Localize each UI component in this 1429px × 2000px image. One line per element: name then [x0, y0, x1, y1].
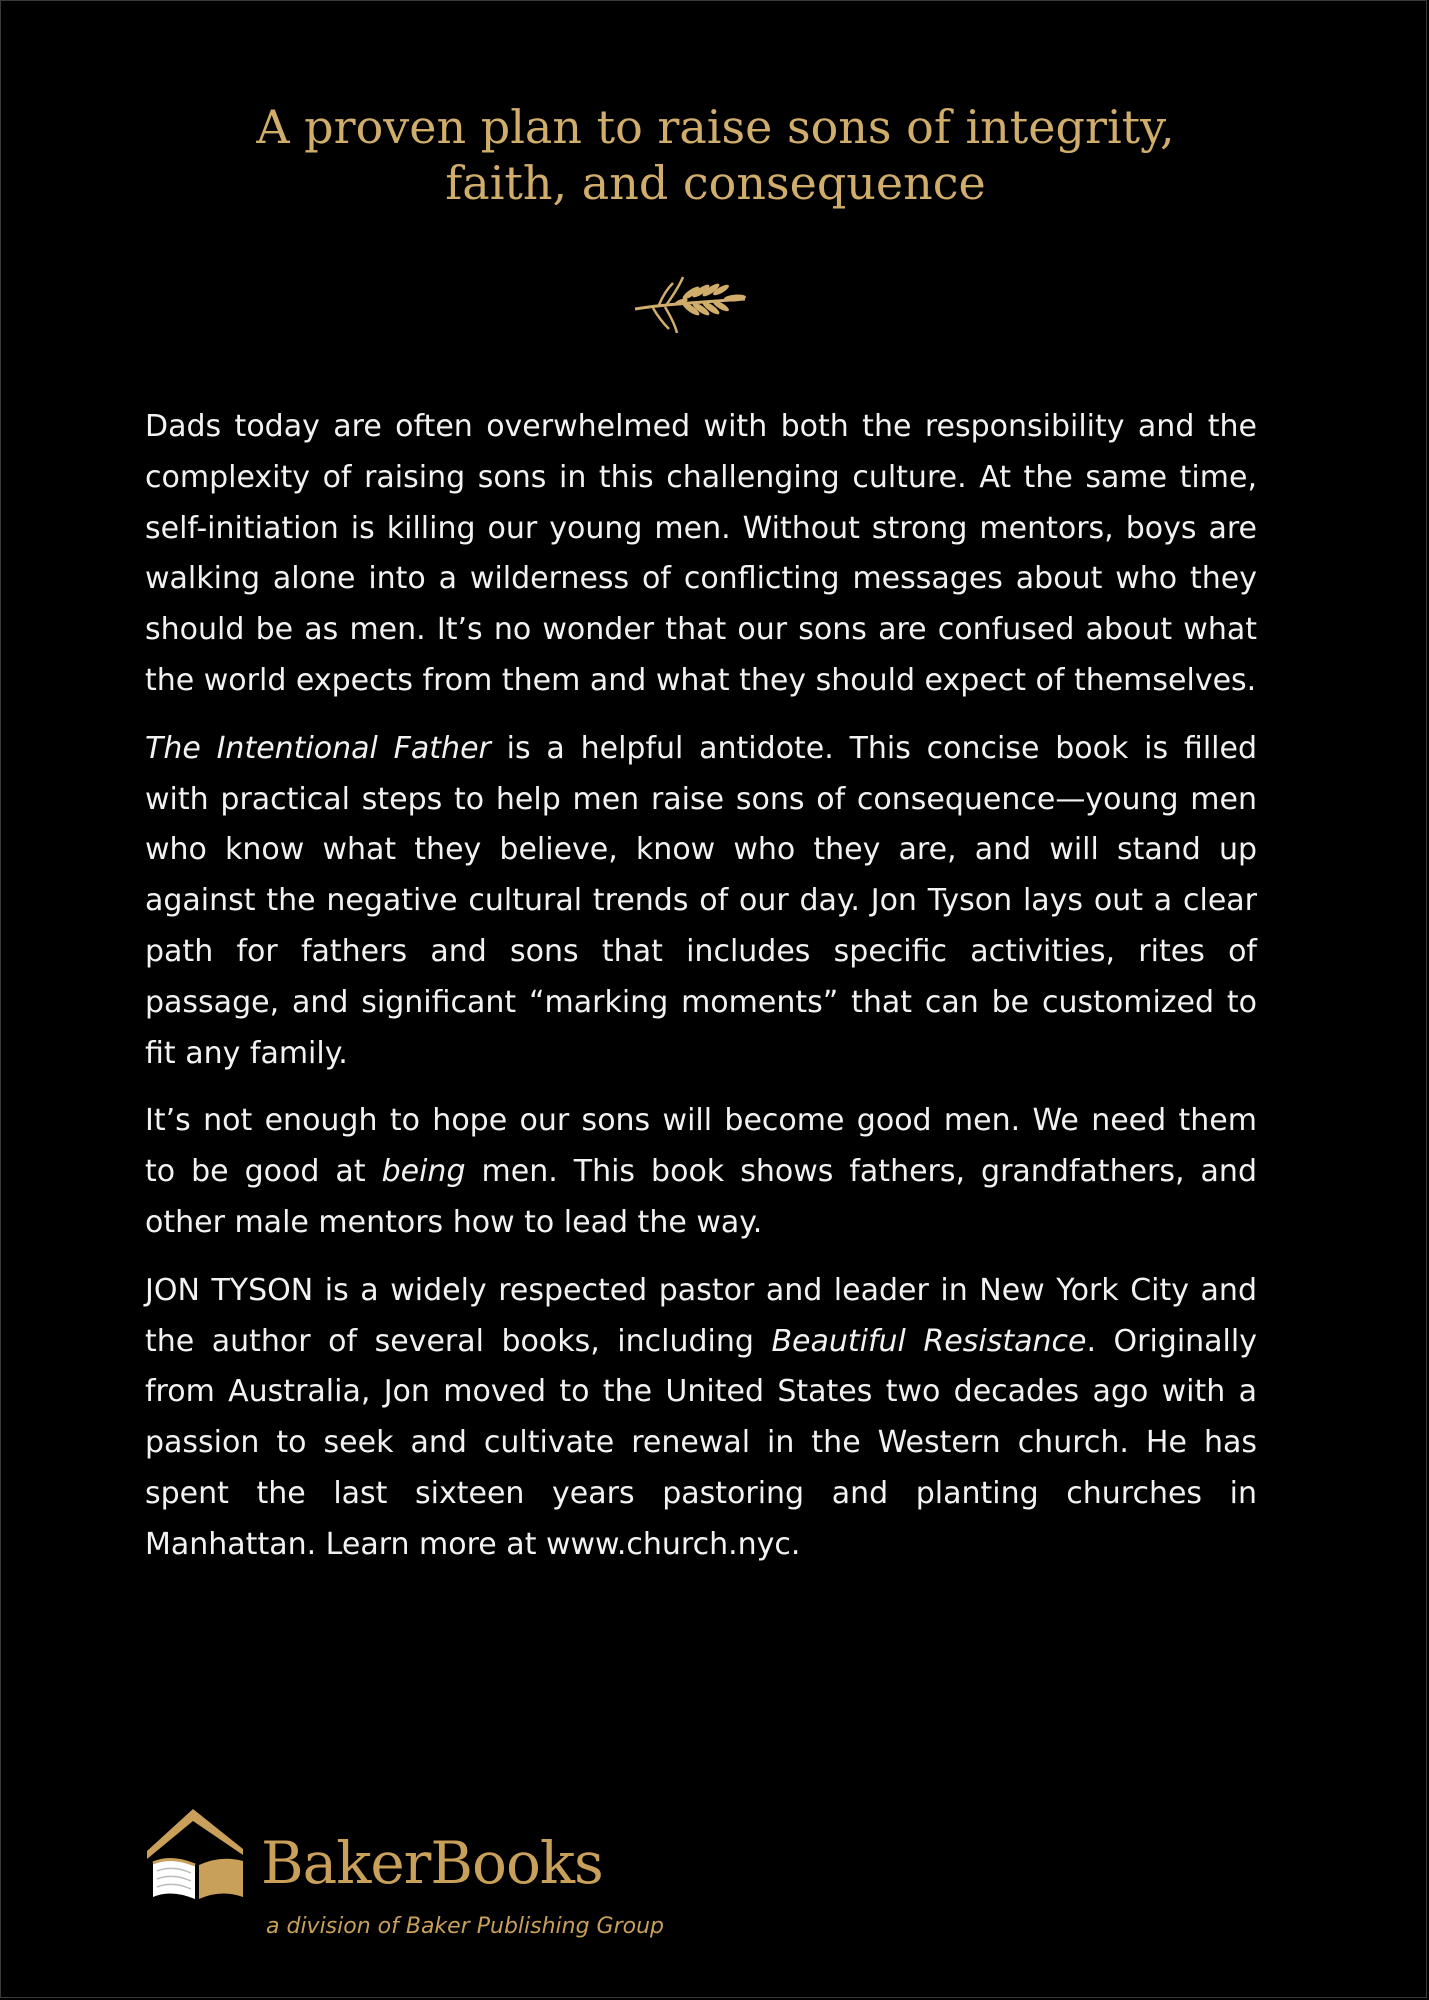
- closing-emphasis: being: [381, 1154, 466, 1190]
- book-summary-paragraph: [145, 724, 1257, 1080]
- closing-text-start: It’s not enough to hope our sons will become good men. We need them to be good at: [145, 1103, 1257, 1190]
- other-book-title: Beautiful Resistance: [771, 1323, 1087, 1359]
- cover-copy: [145, 402, 1257, 1588]
- headline-line-2: faith, and consequence: [445, 156, 986, 210]
- book-title: The Intentional Father: [145, 730, 491, 766]
- publisher-name: BakerBooks: [261, 1829, 603, 1897]
- book-summary-text: is a helpful antidote. This concise book is filled with practical steps to help men raise sons of consequence—young men who know what they believe, know who they are, and will stand up against the negative cultural trends of our day. Jon Tyson lays out a clear path for fathers and sons that includes specific activities, rites of passage, and significant “marking moments” that can be customized to fit any family.: [145, 730, 1257, 1071]
- wheat-sprig-icon: [629, 269, 753, 343]
- intro-paragraph: Dads today are often overwhelmed with both the responsibility and the complexity of raising sons in this challenging culture. At the same time, self-initiation is killing our young men. Without strong mentors, boys are walking alone into a wilderness of conflicting messages about who they should be as men. It’s no wonder that our sons are confused about what the world expects from them and what they should expect of themselves.: [145, 409, 1257, 698]
- headline-line-1: A proven plan to raise sons of integrity,: [256, 100, 1175, 154]
- closing-text-end: men. This book shows fathers, grandfathers, and other male mentors how to lead the way.: [145, 1154, 1257, 1240]
- author-bio-start: JON TYSON is a widely respected pastor and leader in New York City and the author of several books, including: [145, 1272, 1257, 1359]
- author-bio-end: . Originally from Australia, Jon moved to the United States two decades ago with a passion to seek and cultivate renewal in the Western church. He has spent the last sixteen years pastoring and planting churches in Manhattan. Learn more at www.church.nyc.: [145, 1323, 1257, 1562]
- author-bio-paragraph: [145, 1266, 1257, 1571]
- publisher-logo: [143, 1803, 663, 1953]
- baker-books-house-icon: [143, 1803, 253, 1903]
- cover-headline: [1, 99, 1429, 211]
- publisher-tagline: a division of Baker Publishing Group: [266, 1914, 665, 1939]
- closing-paragraph: [145, 1096, 1257, 1248]
